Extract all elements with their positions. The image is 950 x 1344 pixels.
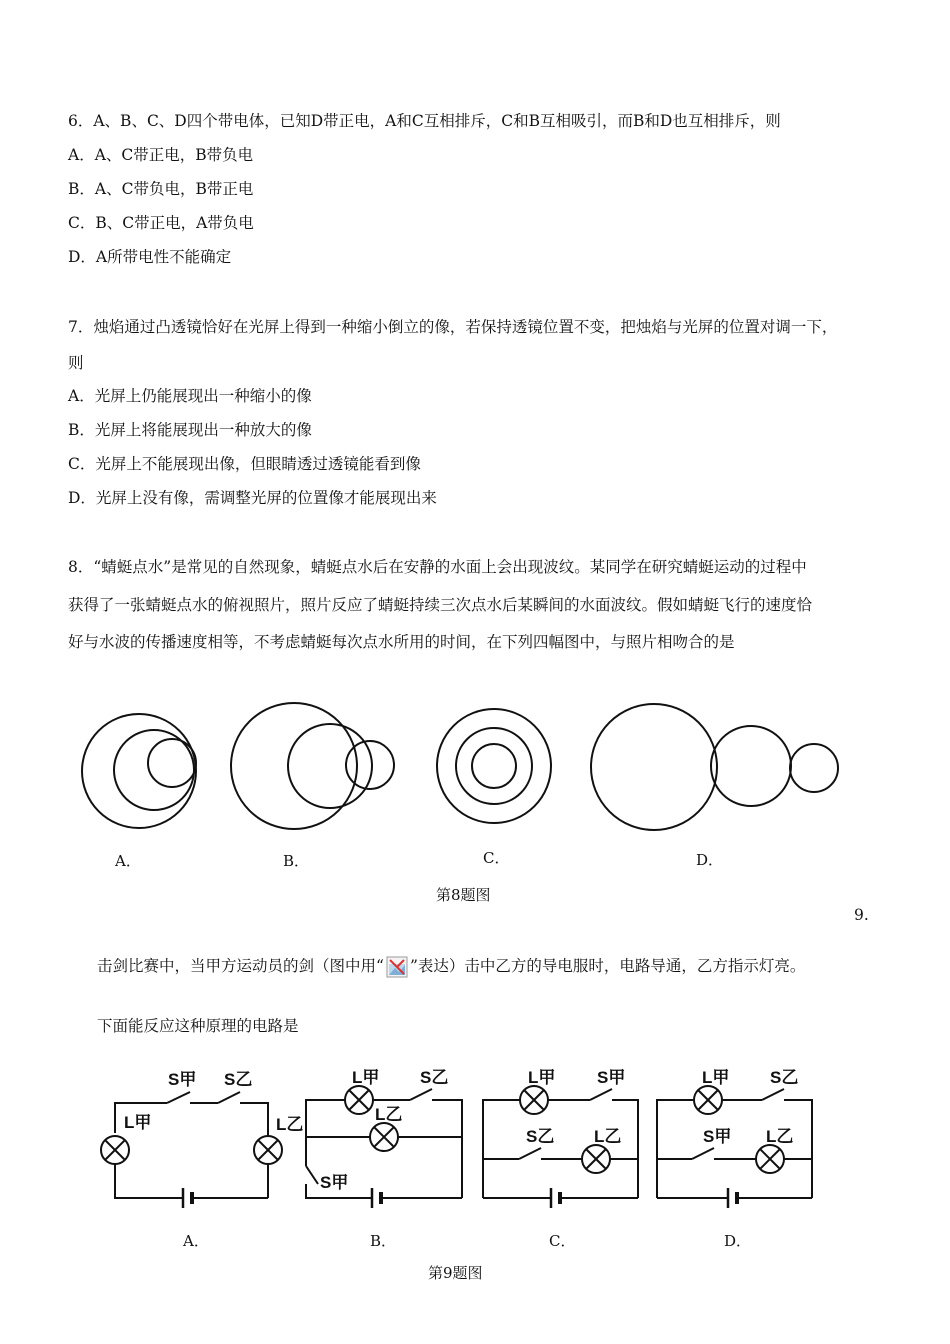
q7-option-b: B．光屏上将能展现出一种放大的像	[68, 421, 312, 439]
q9-stem-line2: 下面能反应这种原理的电路是	[97, 1017, 299, 1035]
q6-stem: 6．A、B、C、D四个带电体，已知D带正电，A和C互相排斥，C和B互相吸引，而B和D也互相排斥，则	[68, 112, 781, 130]
b-l-yi-label: L乙	[375, 1105, 403, 1124]
circuit-figure	[0, 1058, 950, 1228]
b-l-jia-label: L甲	[352, 1068, 380, 1087]
circuit-c	[483, 1086, 638, 1208]
q9-label-a: A．	[183, 1232, 209, 1250]
c-s-yi-label: S乙	[526, 1127, 555, 1146]
ripple-a-outer	[82, 714, 196, 828]
b-s-jia-label: S甲	[320, 1173, 349, 1192]
q7-stem-line2: 则	[68, 354, 84, 372]
q7-option-c: C．光屏上不能展现出像，但眼睛透过透镜能看到像	[68, 455, 421, 473]
ripple-d-large	[591, 704, 717, 830]
a-l-yi-label: L乙	[276, 1115, 304, 1134]
q9-stem-pre: 击剑比赛中，当甲方运动员的剑（图中用“	[97, 957, 384, 975]
ripple-c-inner	[472, 744, 516, 788]
ripple-c-middle	[456, 728, 532, 804]
sword-icon	[386, 956, 408, 978]
circuit-a	[101, 1092, 282, 1208]
q8-stem-line3: 好与水波的传播速度相等，不考虑蜻蜓每次点水所用的时间，在下列四幅图中，与照片相吻合的是	[68, 633, 735, 651]
ripple-b-inner	[346, 741, 394, 789]
c-s-jia-label: S甲	[597, 1068, 626, 1087]
ripple-b-outer	[231, 703, 357, 829]
q8-label-c: C．	[483, 849, 510, 867]
d-s-jia-label: S甲	[703, 1127, 732, 1146]
q8-stem-line1: 8．“蜻蜓点水”是常见的自然现象，蜻蜓点水后在安静的水面上会出现波纹。某同学在研究蜻蜓运动的过程中	[68, 558, 807, 576]
q9-stem-post: ”表达）击中乙方的导电服时，电路导通，乙方指示灯亮。	[409, 957, 806, 975]
a-s-yi-label: S乙	[224, 1070, 253, 1089]
q8-label-a: A．	[115, 852, 141, 870]
d-l-jia-label: L甲	[702, 1068, 730, 1087]
ripple-a-inner	[148, 739, 196, 787]
ripple-figure	[0, 690, 950, 840]
q9-caption: 第9题图	[428, 1264, 483, 1282]
q8-label-d: D．	[696, 851, 724, 869]
q8-caption: 第8题图	[436, 886, 491, 904]
b-s-yi-label: S乙	[420, 1068, 449, 1087]
ripple-d-medium	[711, 726, 791, 806]
d-s-yi-label: S乙	[770, 1068, 799, 1087]
q6-option-c: C．B、C带正电，A带负电	[68, 214, 254, 232]
ripple-d-small	[790, 744, 838, 792]
ripple-b-middle	[288, 724, 372, 808]
q7-option-d: D．光屏上没有像，需调整光屏的位置像才能展现出来	[68, 489, 437, 507]
a-s-jia-label: S甲	[168, 1070, 197, 1089]
q7-option-a: A．光屏上仍能展现出一种缩小的像	[68, 387, 312, 405]
c-l-yi-label: L乙	[594, 1127, 622, 1146]
q7-stem-line1: 7．烛焰通过凸透镜恰好在光屏上得到一种缩小倒立的像，若保持透镜位置不变，把烛焰与光屏的位置对调一下，	[68, 318, 838, 336]
circuit-d	[657, 1086, 812, 1208]
q6-option-a: A．A、C带正电，B带负电	[68, 146, 254, 164]
q8-label-b: B．	[283, 852, 310, 870]
q9-label-c: C．	[549, 1232, 576, 1250]
q6-option-b: B．A、C带负电，B带正电	[68, 180, 254, 198]
a-l-jia-label: L甲	[124, 1113, 152, 1132]
d-l-yi-label: L乙	[766, 1127, 794, 1146]
q8-stem-line2: 获得了一张蜻蜓点水的俯视照片，照片反应了蜻蜓持续三次点水后某瞬间的水面波纹。假如蜻蜓飞行的速度恰	[68, 596, 813, 614]
q9-number: 9.	[854, 906, 869, 924]
q6-option-d: D．A所带电性不能确定	[68, 248, 232, 266]
q9-label-d: D．	[724, 1232, 752, 1250]
q9-label-b: B．	[370, 1232, 397, 1250]
ripple-c-outer	[437, 709, 551, 823]
q9-stem-line1	[97, 956, 805, 978]
c-l-jia-label: L甲	[528, 1068, 556, 1087]
